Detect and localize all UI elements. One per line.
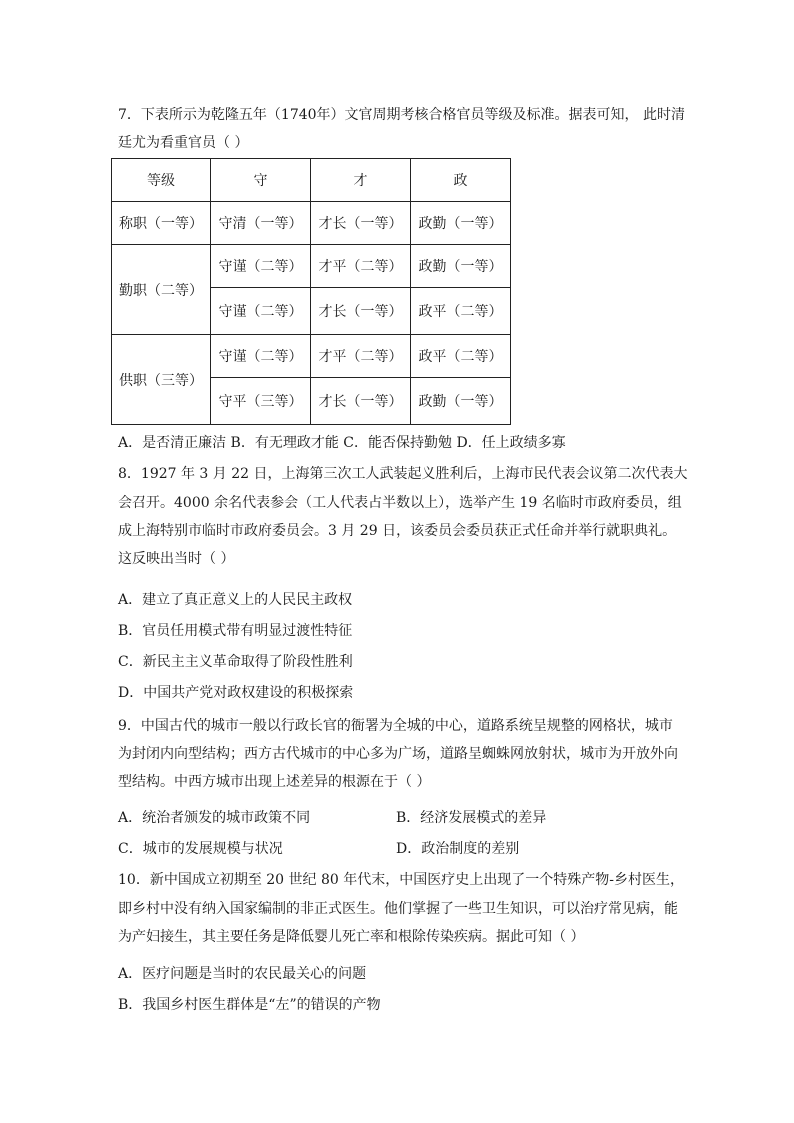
table-cell: 才平（二等） bbox=[311, 245, 411, 288]
grade-cell: 勤职（二等） bbox=[112, 245, 211, 335]
q8-option-b: B．官员任用模式带有明显过渡性特征 bbox=[118, 623, 353, 639]
q8-option-d: D．中国共产党对政权建设的积极探索 bbox=[118, 685, 354, 701]
q7-options: A．是否清正廉洁 B．有无理政才能 C．能否保持勤勉 D．任上政绩多寡 bbox=[118, 435, 566, 451]
q8-stem-line-4: 这反映出当时（ ） bbox=[118, 551, 235, 567]
table-row bbox=[112, 245, 511, 288]
table-row bbox=[112, 335, 511, 378]
q7-stem-line-1: 7．下表所示为乾隆五年（1740年）文官周期考核合格官员等级及标准。据表可知， 此时清 bbox=[118, 107, 685, 123]
q8-option-c: C．新民主主义革命取得了阶段性胜利 bbox=[118, 654, 353, 670]
q9-stem-line-1: 9．中国古代的城市一般以行政长官的衙署为全城的中心，道路系统呈规整的网格状，城市 bbox=[118, 718, 673, 734]
table-header-cell: 才 bbox=[311, 159, 411, 202]
table-cell: 守平（三等） bbox=[211, 378, 311, 425]
table-header-cell: 等级 bbox=[112, 159, 211, 202]
q8-stem-line-3: 成上海特别市临时市政府委员会。3 月 29 日，该委员会委员获正式任命并举行就职典礼。 bbox=[118, 523, 677, 539]
q9-stem-line-2: 为封闭内向型结构；西方古代城市的中心多为广场，道路呈蜘蛛网放射状，城市为开放外向 bbox=[118, 746, 678, 762]
table-cell: 政勤（一等） bbox=[411, 245, 511, 288]
grade-cell: 称职（一等） bbox=[112, 202, 211, 245]
table-row bbox=[112, 202, 511, 245]
table-cell: 政勤（一等） bbox=[411, 378, 511, 425]
table-cell: 政平（二等） bbox=[411, 335, 511, 378]
table-cell: 守谨（二等） bbox=[211, 335, 311, 378]
q10-stem-line-1: 10．新中国成立初期至 20 世纪 80 年代末，中国医疗史上出现了一个特殊产物-乡村医生， bbox=[118, 872, 684, 888]
table-cell: 才长（一等） bbox=[311, 378, 411, 425]
q9-option-c: C．城市的发展规模与状况 bbox=[118, 841, 283, 857]
q10-stem-line-2: 即乡村中没有纳入国家编制的非正式医生。他们掌握了一些卫生知识，可以治疗常见病，能 bbox=[118, 901, 678, 917]
table-cell: 守清（一等） bbox=[211, 202, 311, 245]
grade-cell: 供职（三等） bbox=[112, 335, 211, 425]
q9-stem-line-3: 型结构。中西方城市出现上述差异的根源在于（ ） bbox=[118, 774, 431, 790]
table-cell: 才长（一等） bbox=[311, 202, 411, 245]
table-cell: 守谨（二等） bbox=[211, 245, 311, 288]
q7-grade-table bbox=[111, 158, 511, 425]
q8-stem-line-2: 会召开。4000 余名代表参会（工人代表占半数以上），选举产生 19 名临时市政府委员，组 bbox=[118, 495, 682, 511]
table-header-cell: 守 bbox=[211, 159, 311, 202]
q9-option-d: D．政治制度的差别 bbox=[396, 841, 520, 857]
q9-option-a: A．统治者颁发的城市政策不同 bbox=[118, 810, 311, 826]
q10-stem-line-3: 为产妇接生，其主要任务是降低婴儿死亡率和根除传染疾病。据此可知（ ） bbox=[118, 929, 585, 945]
table-header-cell: 政 bbox=[411, 159, 511, 202]
table-cell: 政平（二等） bbox=[411, 288, 511, 335]
q8-option-a: A．建立了真正意义上的人民民主政权 bbox=[118, 592, 353, 608]
table-cell: 才长（一等） bbox=[311, 288, 411, 335]
q7-stem-line-2: 廷尤为看重官员（ ） bbox=[118, 135, 249, 151]
q9-option-b: B．经济发展模式的差异 bbox=[396, 810, 547, 826]
q10-option-a: A．医疗问题是当时的农民最关心的问题 bbox=[118, 966, 367, 982]
q10-option-b: B．我国乡村医生群体是“左”的错误的产物 bbox=[118, 997, 381, 1013]
table-cell: 才平（二等） bbox=[311, 335, 411, 378]
table-cell: 政勤（一等） bbox=[411, 202, 511, 245]
table-header-row bbox=[112, 159, 511, 202]
q8-stem-line-1: 8．1927 年 3 月 22 日，上海第三次工人武装起义胜利后，上海市民代表会议第二次代表大 bbox=[118, 466, 688, 482]
table-cell: 守谨（二等） bbox=[211, 288, 311, 335]
